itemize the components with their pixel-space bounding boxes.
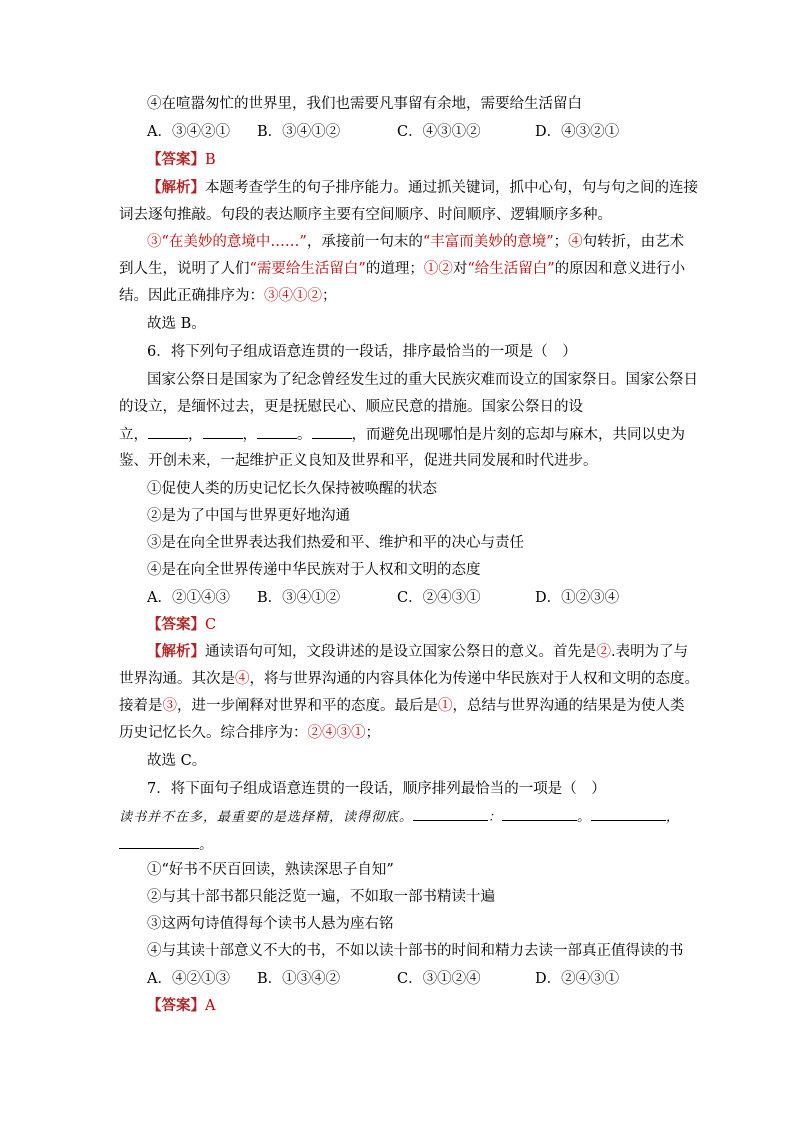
- fill-blank: [502, 807, 577, 821]
- passage-text: ，: [666, 810, 681, 825]
- q6-option-d: D．①②③④: [535, 590, 620, 606]
- passage-text: 。: [577, 810, 592, 825]
- q5-analysis-line-1: [147, 178, 698, 198]
- analysis-number: ③: [162, 698, 177, 714]
- analysis-text: 结。因此正确排序为：: [119, 288, 264, 304]
- q7-item-4: ④与其读十部意义不大的书，不如以读十部书的时间和精力去读一部真正值得读的书: [147, 943, 684, 959]
- q6-option-c: C．②④③①: [397, 590, 481, 606]
- analysis-quote: “给生活留白”: [467, 261, 555, 277]
- analysis-text: 的道理；: [365, 261, 424, 277]
- q5-analysis-line-5: [119, 286, 337, 306]
- q6-analysis-line-2: [119, 669, 699, 689]
- analysis-text: ；: [322, 288, 337, 304]
- passage-text: ，: [188, 427, 203, 443]
- passage-text: 。: [297, 427, 312, 443]
- q5-conclusion: 故选 B。: [147, 316, 206, 332]
- analysis-text: ，承接前一句末的: [306, 234, 423, 250]
- q5-option-a: A．③④②①: [147, 124, 230, 140]
- q6-conclusion: 故选 C。: [147, 753, 207, 769]
- q7-option-a: A．④②①③: [147, 971, 230, 987]
- q6-passage-line-1: 国家公祭日是国家为了纪念曾经发生过的重大民族灾难而设立的国家祭日。国家公祭日: [147, 372, 698, 388]
- fill-blank: [312, 424, 352, 439]
- fill-blank: [413, 807, 488, 821]
- analysis-text: 接着是: [119, 698, 163, 714]
- fill-blank: [257, 424, 297, 439]
- q6-option-b: B．③④①②: [257, 590, 341, 606]
- analysis-text: 历史记忆长久。综合排序为：: [119, 725, 308, 741]
- analysis-number: ④: [235, 671, 250, 687]
- q7-item-1: ①“好书不厌百回读，熟读深思子自知”: [147, 862, 394, 878]
- q6-analysis-line-1: [147, 642, 688, 662]
- analysis-text: ，进一步阐释对世界和平的态度。最后是: [177, 698, 438, 714]
- q7-answer: [147, 996, 215, 1016]
- q6-stem: 6．将下列句子组成语意连贯的一段话，排序最恰当的一项是（ ）: [147, 344, 577, 360]
- q6-item-3: ③是在向全世界表达我们热爱和平、维护和平的决心与责任: [147, 535, 524, 551]
- fill-blank: [203, 424, 243, 439]
- passage-text: 读书并不在多，最重要的是选择精，读得彻底。: [119, 810, 414, 825]
- analysis-text: 本题考查学生的句子排序能力。通过抓关键词，抓中心句，句与句之间的连接: [205, 180, 698, 196]
- analysis-text: 通读语句可知，文段讲述的是设立国家公祭日的意义。首先是: [205, 644, 597, 660]
- analysis-text: ，将与世界沟通的内容具体化为传递中华民族对于人权和文明的态度。: [249, 671, 699, 687]
- q6-answer: [147, 615, 216, 635]
- q7-option-d: D．②④③①: [535, 971, 620, 987]
- q5-analysis-line-2: 词去逐句推敲。句段的表达顺序主要有空间顺序、时间顺序、逻辑顺序多种。: [119, 207, 612, 223]
- analysis-quote: ③“在美妙的意境中……”: [147, 234, 307, 250]
- q6-item-1: ①促使人类的历史记忆长久保持被唤醒的状态: [147, 481, 437, 497]
- analysis-number: ①: [438, 698, 453, 714]
- analysis-text: ；: [365, 725, 380, 741]
- q6-passage-line-3: [119, 424, 685, 445]
- q6-passage-line-2: 的设立，是缅怀过去，更是抚慰民心、顺应民意的措施。国家公祭日的设: [119, 399, 583, 415]
- q7-option-b: B．①③④②: [257, 971, 341, 987]
- q5-option-c: C．④③①②: [397, 124, 481, 140]
- passage-text: 。: [199, 838, 214, 853]
- passage-text: ，: [242, 427, 257, 443]
- analysis-text: ；: [553, 234, 569, 250]
- q6-passage-line-4: 鉴、开创未来，一起维护正义良知及世界和平，促进共同发展和时代进步。: [119, 453, 598, 469]
- q5-option-b: B．③④①②: [257, 124, 341, 140]
- analysis-number: ④: [568, 234, 583, 250]
- q6-analysis-line-3: [119, 696, 685, 716]
- passage-text: ：: [488, 810, 503, 825]
- q6-analysis-line-4: [119, 723, 380, 743]
- fill-blank: [148, 424, 188, 439]
- answer-value: B: [205, 152, 216, 168]
- fill-blank: [591, 807, 666, 821]
- analysis-quote: “丰富而美妙的意境”: [422, 234, 554, 250]
- answer-value: A: [205, 998, 216, 1014]
- analysis-tag: 【解析】: [147, 179, 205, 196]
- q6-item-4: ④是在向全世界传递中华民族对于人权和文明的态度: [147, 562, 481, 578]
- analysis-text: 世界沟通。其次是: [119, 671, 235, 687]
- q7-item-3: ③这两句诗值得每个读书人悬为座右铭: [147, 916, 394, 932]
- q5-answer: [147, 150, 216, 170]
- answer-value: C: [205, 617, 217, 633]
- q5-item-4: ④在喧嚣匆忙的世界里，我们也需要凡事留有余地，需要给生活留白: [147, 96, 582, 112]
- q5-option-d: D．④③②①: [535, 124, 620, 140]
- q6-item-2: ②是为了中国与世界更好地沟通: [147, 508, 350, 524]
- q7-stem: 7．将下面句子组成语意连贯的一段话，顺序排列最恰当的一项是（ ）: [147, 781, 606, 797]
- passage-text: 立，: [119, 427, 148, 443]
- q7-passage-line-2: [119, 835, 213, 856]
- answer-tag: 【答案】: [147, 151, 205, 168]
- answer-tag: 【答案】: [147, 616, 205, 633]
- q7-item-2: ②与其十部书都只能泛览一遍，不如取一部书精读十遍: [147, 889, 495, 905]
- analysis-number: ③④①②: [264, 288, 322, 304]
- q6-option-a: A．②①④③: [147, 590, 230, 606]
- q7-passage-line-1: [119, 807, 680, 828]
- passage-text: ，而避免出现哪怕是片刻的忘却与麻木，共同以史为: [351, 427, 685, 443]
- analysis-text: 的原因和意义进行小: [554, 261, 686, 277]
- analysis-text: 到人生，说明了人们: [119, 261, 250, 277]
- analysis-quote: “需要给生活留白”: [249, 261, 366, 277]
- q7-option-c: C．③①②④: [397, 971, 481, 987]
- analysis-text: 对: [452, 261, 468, 277]
- analysis-number: ②④③①: [307, 725, 366, 741]
- answer-tag: 【答案】: [147, 997, 205, 1014]
- analysis-number: ①②: [423, 261, 453, 277]
- analysis-text: ，总结与世界沟通的结果是为使人类: [452, 698, 685, 714]
- analysis-text: .表明为了与: [611, 644, 689, 660]
- q5-analysis-line-3: [147, 232, 684, 252]
- analysis-number: ②: [596, 644, 611, 660]
- analysis-tag: 【解析】: [147, 643, 205, 660]
- q5-analysis-line-4: [119, 259, 685, 279]
- fill-blank: [119, 835, 199, 849]
- analysis-text: 句转折，由艺术: [582, 234, 685, 250]
